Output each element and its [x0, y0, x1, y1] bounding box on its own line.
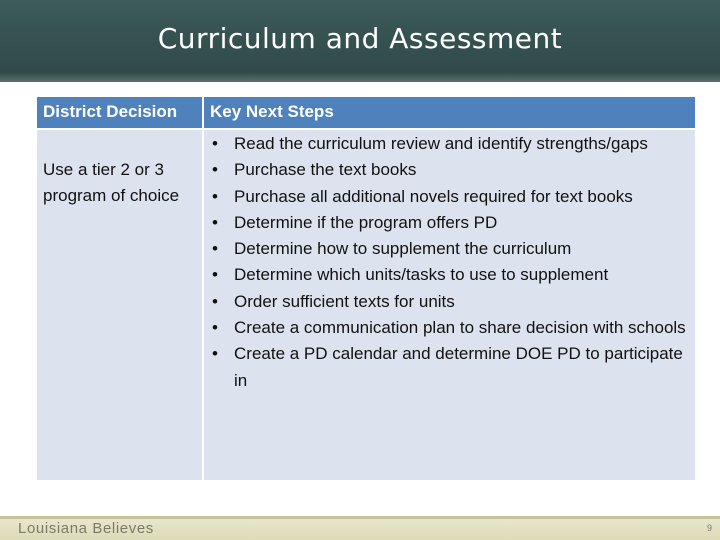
bullet-icon: •	[212, 291, 218, 311]
list-item: • Determine if the program offers PD	[209, 210, 691, 236]
bullet-icon: •	[212, 344, 218, 364]
slide-header	[0, 0, 720, 82]
column-header-district-decision: District Decision	[37, 97, 202, 128]
bullet-icon: •	[212, 160, 218, 180]
bullet-icon: •	[212, 318, 218, 338]
footer-brand: Louisiana Believes	[18, 520, 154, 537]
column-header-key-next-steps: Key Next Steps	[204, 97, 695, 128]
next-steps-list	[209, 131, 691, 394]
bullet-icon: •	[212, 212, 218, 232]
bullet-icon: •	[212, 186, 218, 206]
list-item: • Determine how to supplement the curriculum	[209, 236, 691, 262]
bullet-icon: •	[212, 134, 218, 153]
page-number: 9	[706, 523, 712, 533]
decision-table	[37, 97, 695, 480]
list-item: • Create a communication plan to share decision with schools	[209, 315, 691, 341]
district-decision-cell: Use a tier 2 or 3 program of choice	[37, 130, 202, 480]
key-next-steps-cell	[204, 130, 695, 480]
list-item: • Create a PD calendar and determine DOE PD to participate in	[209, 341, 691, 394]
list-item: • Order sufficient texts for units	[209, 289, 691, 315]
bullet-icon: •	[212, 265, 218, 285]
list-item: • Purchase all additional novels required for text books	[209, 184, 691, 210]
list-item: • Determine which units/tasks to use to supplement	[209, 262, 691, 288]
list-item: • Read the curriculum review and identify strengths/gaps	[209, 131, 691, 157]
bullet-icon: •	[212, 239, 218, 259]
slide-title: Curriculum and Assessment	[157, 22, 563, 55]
list-item: • Purchase the text books	[209, 157, 691, 183]
